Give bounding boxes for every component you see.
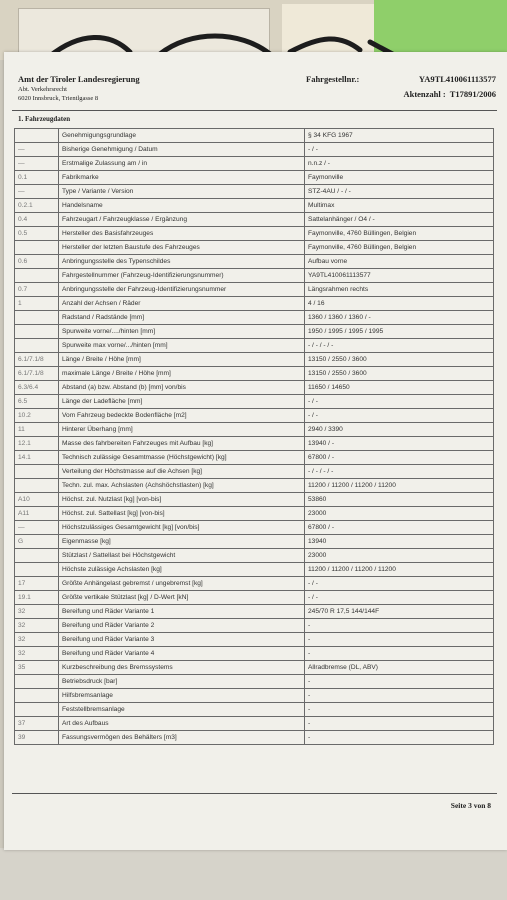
row-label: Abstand (a) bzw. Abstand (b) [mm] von/bis: [59, 381, 305, 395]
row-code: 0.7: [15, 283, 59, 297]
row-label: maximale Länge / Breite / Höhe [mm]: [59, 367, 305, 381]
vehicle-data-table: [14, 128, 494, 745]
row-value: 13150 / 2550 / 3600: [305, 353, 494, 367]
row-value: -: [305, 731, 494, 745]
row-value: n.n.z / -: [305, 157, 494, 171]
row-value: 23000: [305, 507, 494, 521]
table-row: [15, 283, 494, 297]
row-value: 2940 / 3390: [305, 423, 494, 437]
row-code: —: [15, 157, 59, 171]
row-value: 67800 / -: [305, 521, 494, 535]
row-code: 6.1/7.1/8: [15, 367, 59, 381]
row-label: Fahrzeugart / Fahrzeugklasse / Ergänzung: [59, 213, 305, 227]
row-value: 4 / 16: [305, 297, 494, 311]
row-value: 23000: [305, 549, 494, 563]
table-row: [15, 129, 494, 143]
row-label: Anbringungsstelle des Typenschildes: [59, 255, 305, 269]
row-label: Bereifung und Räder Variante 4: [59, 647, 305, 661]
row-value: 11200 / 11200 / 11200 / 11200: [305, 563, 494, 577]
row-code: 17: [15, 577, 59, 591]
row-code: [15, 703, 59, 717]
row-value: 13940: [305, 535, 494, 549]
row-code: 6.3/6.4: [15, 381, 59, 395]
table-row: [15, 353, 494, 367]
table-row: [15, 199, 494, 213]
row-code: [15, 129, 59, 143]
row-code: [15, 325, 59, 339]
row-code: [15, 269, 59, 283]
file-number-value: T17891/2006: [449, 89, 496, 99]
row-label: Stützlast / Sattellast bei Höchstgewicht: [59, 549, 305, 563]
row-value: - / -: [305, 143, 494, 157]
table-row: [15, 423, 494, 437]
row-code: 1: [15, 297, 59, 311]
page-number: Seite 3 von 8: [450, 801, 491, 810]
vin-value: YA9TL410061113577: [418, 74, 496, 84]
row-label: Hersteller der letzten Baustufe des Fahrzeuges: [59, 241, 305, 255]
table-row: [15, 577, 494, 591]
row-code: A10: [15, 493, 59, 507]
document-page: [4, 52, 507, 850]
table-row: [15, 339, 494, 353]
row-label: Höchste zulässige Achslasten [kg]: [59, 563, 305, 577]
row-value: 1950 / 1995 / 1995 / 1995: [305, 325, 494, 339]
table-row: [15, 717, 494, 731]
row-value: 13150 / 2550 / 3600: [305, 367, 494, 381]
row-label: Vom Fahrzeug bedeckte Bodenfläche [m2]: [59, 409, 305, 423]
footer-divider: [12, 793, 497, 794]
row-code: 0.2.1: [15, 199, 59, 213]
row-label: Handelsname: [59, 199, 305, 213]
row-code: —: [15, 143, 59, 157]
row-label: Anzahl der Achsen / Räder: [59, 297, 305, 311]
table-row: [15, 437, 494, 451]
section-title: 1. Fahrzeugdaten: [18, 115, 71, 123]
row-label: Technisch zulässige Gesamtmasse (Höchstgewicht) [kg]: [59, 451, 305, 465]
table-row: [15, 451, 494, 465]
row-value: 11200 / 11200 / 11200 / 11200: [305, 479, 494, 493]
table-row: [15, 493, 494, 507]
row-label: Größte Anhängelast gebremst / ungebremst [kg]: [59, 577, 305, 591]
row-code: 19.1: [15, 591, 59, 605]
row-value: 53860: [305, 493, 494, 507]
row-label: Hersteller des Basisfahrzeuges: [59, 227, 305, 241]
row-code: 32: [15, 647, 59, 661]
reference-block: [306, 74, 496, 99]
row-code: 6.5: [15, 395, 59, 409]
row-label: Eigenmasse [kg]: [59, 535, 305, 549]
row-value: 1360 / 1360 / 1360 / -: [305, 311, 494, 325]
row-label: Größte vertikale Stützlast [kg] / D-Wert [kN]: [59, 591, 305, 605]
row-code: 10.2: [15, 409, 59, 423]
row-code: A11: [15, 507, 59, 521]
row-value: - / -: [305, 409, 494, 423]
row-label: Betriebsdruck [bar]: [59, 675, 305, 689]
row-value: Faymonville: [305, 171, 494, 185]
row-label: Masse des fahrbereiten Fahrzeuges mit Aufbau [kg]: [59, 437, 305, 451]
table-row: [15, 507, 494, 521]
row-code: 12.1: [15, 437, 59, 451]
row-value: - / - / - / -: [305, 465, 494, 479]
table-row: [15, 311, 494, 325]
row-value: -: [305, 619, 494, 633]
table-row: [15, 157, 494, 171]
table-row: [15, 227, 494, 241]
row-label: Hilfsbremsanlage: [59, 689, 305, 703]
row-label: Höchst. zul. Nutzlast [kg] [von-bis]: [59, 493, 305, 507]
table-row: [15, 605, 494, 619]
table-row: [15, 297, 494, 311]
row-value: Längsrahmen rechts: [305, 283, 494, 297]
row-value: -: [305, 633, 494, 647]
row-label: Type / Variante / Version: [59, 185, 305, 199]
row-value: 245/70 R 17,5 144/144F: [305, 605, 494, 619]
row-value: Multimax: [305, 199, 494, 213]
row-label: Bereifung und Räder Variante 3: [59, 633, 305, 647]
issuer-block: [18, 74, 140, 102]
file-number-label: Aktenzahl :: [403, 89, 446, 99]
row-value: STZ-4AU / - / -: [305, 185, 494, 199]
row-code: [15, 549, 59, 563]
row-code: [15, 675, 59, 689]
table-row: [15, 241, 494, 255]
row-value: -: [305, 647, 494, 661]
table-row: [15, 395, 494, 409]
row-value: -: [305, 717, 494, 731]
row-value: 11650 / 14650: [305, 381, 494, 395]
row-code: [15, 689, 59, 703]
table-row: [15, 381, 494, 395]
row-label: Anbringungsstelle der Fahrzeug-Identifizierungsnummer: [59, 283, 305, 297]
table-row: [15, 171, 494, 185]
row-label: Radstand / Radstände [mm]: [59, 311, 305, 325]
row-code: 32: [15, 633, 59, 647]
row-label: Fabrikmarke: [59, 171, 305, 185]
row-label: Spurweite max vorne/.../hinten [mm]: [59, 339, 305, 353]
row-label: Verteilung der Höchstmasse auf die Achsen [kg]: [59, 465, 305, 479]
row-label: Genehmigungsgrundlage: [59, 129, 305, 143]
table-row: [15, 619, 494, 633]
table-row: [15, 647, 494, 661]
table-row: [15, 549, 494, 563]
row-code: 0.1: [15, 171, 59, 185]
row-code: 11: [15, 423, 59, 437]
issuer-department: Abt. Verkehrsrecht: [18, 86, 67, 93]
table-row: [15, 689, 494, 703]
row-code: 35: [15, 661, 59, 675]
table-row: [15, 367, 494, 381]
row-value: Sattelanhänger / O4 / -: [305, 213, 494, 227]
row-code: 39: [15, 731, 59, 745]
row-label: Techn. zul. max. Achslasten (Achshöchstlasten) [kg]: [59, 479, 305, 493]
row-label: Höchstzulässiges Gesamtgewicht [kg] [von/bis]: [59, 521, 305, 535]
table-row: [15, 675, 494, 689]
row-code: [15, 339, 59, 353]
row-label: Länge der Ladefläche [mm]: [59, 395, 305, 409]
row-value: Aufbau vorne: [305, 255, 494, 269]
table-row: [15, 465, 494, 479]
issuer-address: 6020 Innsbruck, Trientlgasse 8: [18, 95, 99, 102]
row-code: 14.1: [15, 451, 59, 465]
row-label: Bereifung und Räder Variante 2: [59, 619, 305, 633]
table-row: [15, 535, 494, 549]
table-row: [15, 409, 494, 423]
row-label: Feststellbremsanlage: [59, 703, 305, 717]
row-code: [15, 465, 59, 479]
table-row: [15, 703, 494, 717]
row-code: 32: [15, 605, 59, 619]
row-code: 0.5: [15, 227, 59, 241]
row-label: Höchst. zul. Sattellast [kg] [von-bis]: [59, 507, 305, 521]
table-row: [15, 269, 494, 283]
table-row: [15, 185, 494, 199]
row-code: [15, 479, 59, 493]
row-value: Faymonville, 4760 Büllingen, Belgien: [305, 241, 494, 255]
row-value: § 34 KFG 1967: [305, 129, 494, 143]
row-value: -: [305, 689, 494, 703]
row-code: [15, 563, 59, 577]
row-value: -: [305, 703, 494, 717]
row-value: - / -: [305, 577, 494, 591]
table-row: [15, 255, 494, 269]
row-label: Art des Aufbaus: [59, 717, 305, 731]
row-value: Faymonville, 4760 Büllingen, Belgien: [305, 227, 494, 241]
row-label: Bisherige Genehmigung / Datum: [59, 143, 305, 157]
row-code: —: [15, 185, 59, 199]
row-label: Hinterer Überhang [mm]: [59, 423, 305, 437]
row-code: [15, 241, 59, 255]
table-row: [15, 521, 494, 535]
table-row: [15, 731, 494, 745]
row-code: 37: [15, 717, 59, 731]
row-code: [15, 311, 59, 325]
row-code: 32: [15, 619, 59, 633]
row-code: G: [15, 535, 59, 549]
row-code: —: [15, 521, 59, 535]
table-row: [15, 563, 494, 577]
row-label: Erstmalige Zulassung am / in: [59, 157, 305, 171]
row-code: 0.4: [15, 213, 59, 227]
row-label: Fassungsvermögen des Behälters [m3]: [59, 731, 305, 745]
table-row: [15, 325, 494, 339]
photo-background-bottom: [0, 848, 507, 900]
issuer-name: Amt der Tiroler Landesregierung: [18, 74, 140, 84]
vin-label: Fahrgestellnr.:: [306, 74, 360, 84]
table-row: [15, 213, 494, 227]
row-value: 67800 / -: [305, 451, 494, 465]
table-row: [15, 143, 494, 157]
row-value: - / - / - / -: [305, 339, 494, 353]
row-value: -: [305, 675, 494, 689]
row-value: 13940 / -: [305, 437, 494, 451]
row-value: Allradbremse (DL, ABV): [305, 661, 494, 675]
row-label: Spurweite vorne/..../hinten [mm]: [59, 325, 305, 339]
table-row: [15, 479, 494, 493]
row-code: 6.1/7.1/8: [15, 353, 59, 367]
row-code: 0.6: [15, 255, 59, 269]
row-value: YA9TL410061113577: [305, 269, 494, 283]
row-value: - / -: [305, 591, 494, 605]
row-label: Bereifung und Räder Variante 1: [59, 605, 305, 619]
table-row: [15, 661, 494, 675]
row-label: Fahrgestellnummer (Fahrzeug-Identifizierungsnummer): [59, 269, 305, 283]
row-label: Länge / Breite / Höhe [mm]: [59, 353, 305, 367]
row-label: Kurzbeschreibung des Bremssystems: [59, 661, 305, 675]
table-row: [15, 633, 494, 647]
row-value: - / -: [305, 395, 494, 409]
header-divider: [12, 110, 497, 111]
table-row: [15, 591, 494, 605]
